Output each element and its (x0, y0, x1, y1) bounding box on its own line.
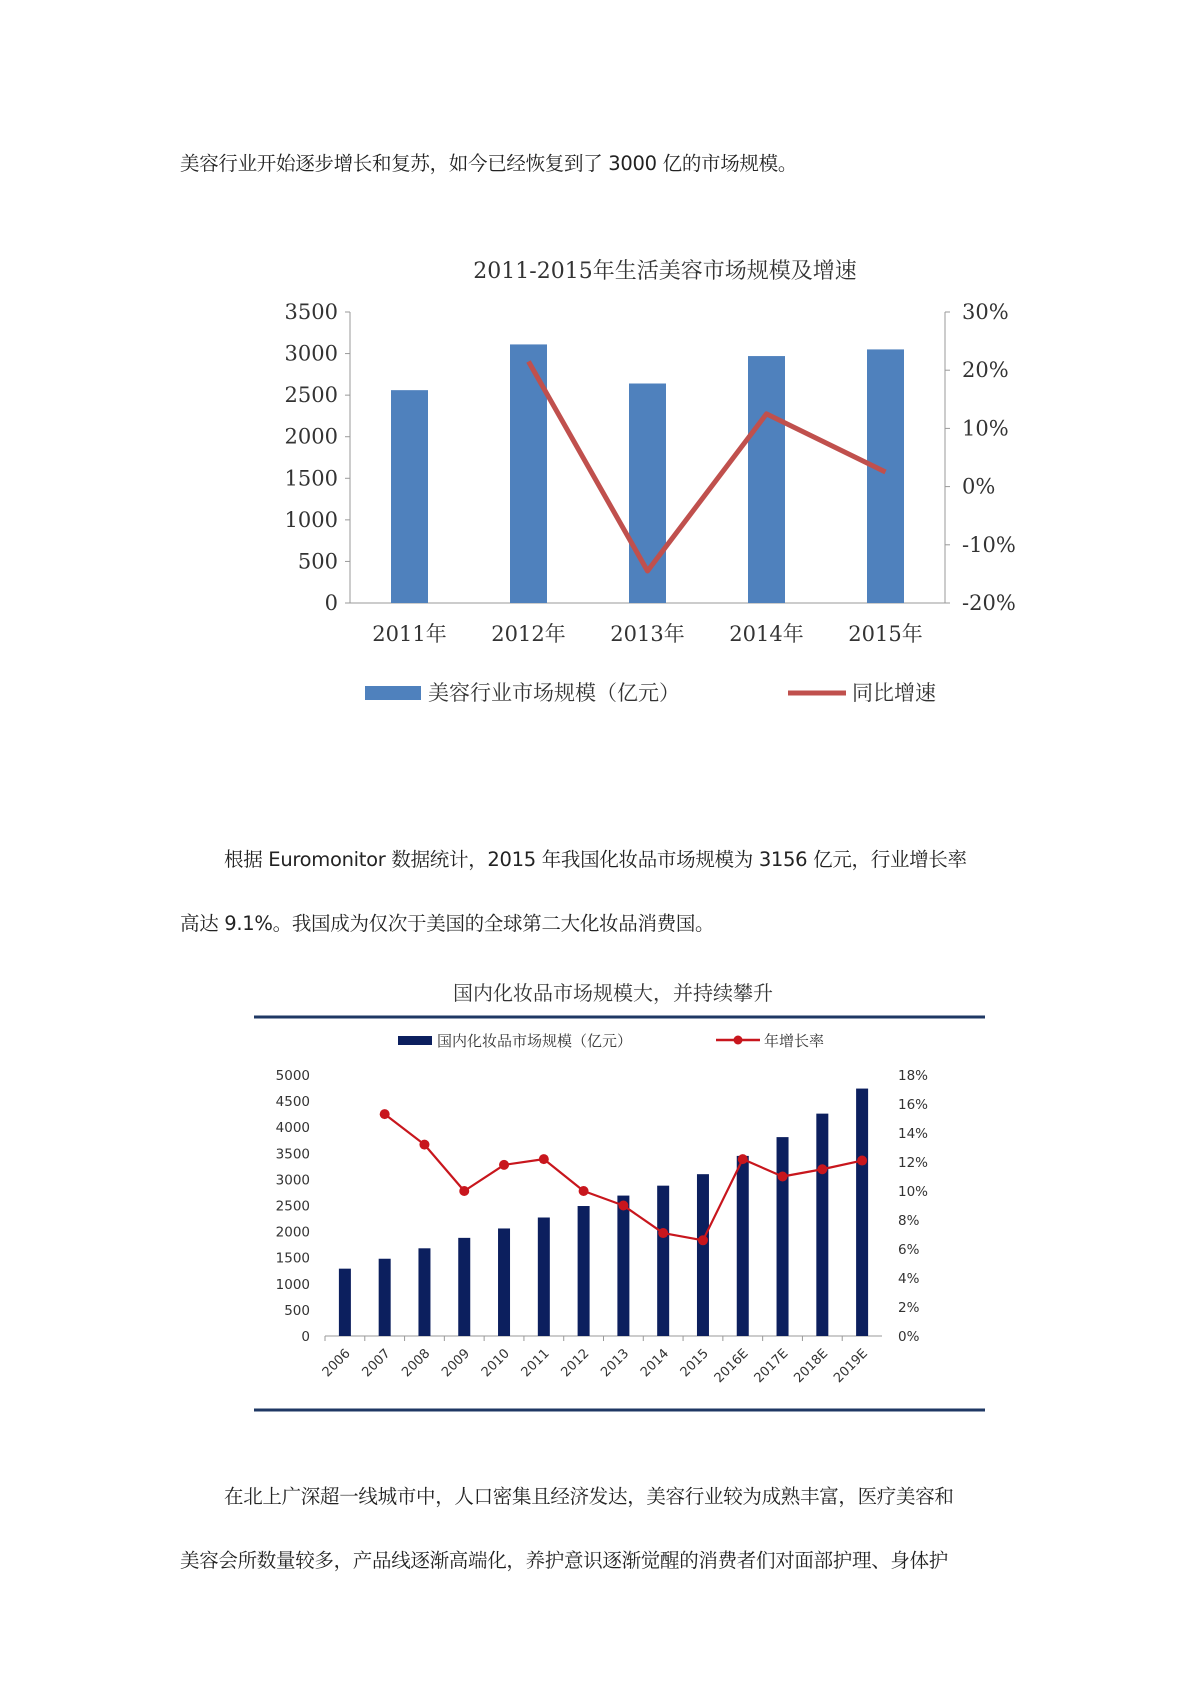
chart2-x-tick-label: 2014 (637, 1346, 673, 1381)
chart2-right-tick-label: 4% (898, 1271, 920, 1287)
chart1-right-tick-label: 30% (962, 300, 1009, 324)
chart2-x-tick-label: 2013 (598, 1346, 633, 1381)
chart2-left-tick-label: 1000 (275, 1276, 310, 1293)
chart2-growth-point (618, 1201, 628, 1211)
chart2-growth-point (419, 1140, 429, 1150)
chart2-bar (816, 1114, 828, 1336)
chart2-bar (498, 1228, 510, 1336)
chart1-x-tick-label: 2014年 (729, 622, 804, 646)
chart2-bar (578, 1206, 590, 1336)
chart2-left-tick-label: 4500 (275, 1094, 310, 1111)
chart2-bar (458, 1238, 470, 1336)
chart1-left-tick-label: 2500 (284, 383, 338, 408)
chart2-x-tick-label: 2016E (711, 1346, 752, 1387)
chart2-left-tick-label: 500 (284, 1302, 310, 1319)
paragraph-5: 美容会所数量较多，产品线逐渐高端化，养护意识逐渐觉醒的消费者们对面部护理、身体护 (180, 1549, 949, 1572)
chart2-legend-bar-swatch (398, 1036, 432, 1045)
chart2-x-tick-label: 2017E (751, 1346, 792, 1387)
chart1-left-tick-label: 3500 (284, 300, 338, 324)
chart1-legend-bar-swatch (365, 686, 421, 700)
chart1-bar (391, 390, 428, 603)
chart2-x-tick-label: 2010 (478, 1346, 513, 1381)
chart2-right-tick-label: 2% (898, 1300, 920, 1316)
chart2-bar (657, 1186, 669, 1336)
chart2-growth-point (579, 1186, 589, 1196)
chart2-legend-line-marker (734, 1036, 743, 1045)
chart1-left-tick-label: 2000 (284, 424, 338, 449)
paragraph-4: 在北上广深超一线城市中，人口密集且经济发达，美容行业较为成熟丰富，医疗美容和 (224, 1485, 954, 1508)
chart2-growth-point (499, 1160, 509, 1170)
chart2-growth-point (459, 1186, 469, 1196)
chart1-bar (867, 349, 904, 603)
chart1-left-tick-label: 0 (324, 591, 338, 615)
chart1-right-tick-label: 20% (962, 358, 1009, 383)
chart2-bar (777, 1137, 789, 1336)
chart1-x-tick-label: 2011年 (372, 622, 447, 646)
chart2-left-tick-label: 5000 (275, 1068, 310, 1084)
chart2-left-tick-label: 3000 (275, 1172, 310, 1189)
chart2-right-tick-label: 12% (898, 1155, 929, 1171)
chart2-right-tick-label: 10% (898, 1184, 929, 1200)
chart2-growth-point (658, 1228, 668, 1238)
paragraph-1: 美容行业开始逐步增长和复苏，如今已经恢复到了 3000 亿的市场规模。 (180, 152, 798, 175)
chart1-right-tick-label: -20% (962, 591, 1016, 615)
chart1-legend-line-label: 同比增速 (852, 681, 936, 705)
chart2-growth-point (539, 1154, 549, 1164)
chart1-left-tick-label: 1500 (284, 466, 338, 491)
chart2-growth-point (698, 1235, 708, 1245)
chart1-right-tick-label: 0% (962, 474, 996, 499)
chart2-left-tick-label: 1500 (275, 1250, 310, 1267)
chart2-x-tick-label: 2006 (319, 1346, 354, 1381)
chart1-x-tick-label: 2013年 (610, 622, 685, 646)
chart1-x-tick-label: 2012年 (491, 622, 566, 646)
chart2-growth-point (380, 1109, 390, 1119)
chart1-legend-bar-label: 美容行业市场规模（亿元） (428, 681, 680, 705)
chart2-x-tick-label: 2018E (791, 1346, 832, 1387)
chart1-left-tick-label: 500 (297, 549, 338, 574)
chart2-x-tick-label: 2009 (439, 1346, 474, 1381)
chart2-right-tick-label: 16% (898, 1097, 929, 1113)
chart2-legend-bar-label: 国内化妆品市场规模（亿元） (437, 1032, 633, 1050)
chart2-bar (538, 1218, 550, 1336)
chart2-x-tick-label: 2008 (399, 1346, 434, 1381)
chart2-right-tick-label: 18% (898, 1068, 929, 1084)
chart1-bar (748, 356, 785, 603)
chart1-left-tick-label: 3000 (284, 341, 338, 366)
chart2-right-tick-label: 6% (898, 1242, 920, 1258)
paragraph-2: 根据 Euromonitor 数据统计，2015 年我国化妆品市场规模为 3156 亿元，行业增长率 (224, 848, 967, 871)
chart1-x-tick-label: 2015年 (848, 622, 923, 646)
chart2-x-tick-label: 2007 (359, 1346, 394, 1381)
chart2-bar (379, 1259, 391, 1336)
chart2-x-tick-label: 2015 (677, 1346, 712, 1381)
chart-beauty-market (0, 240, 1200, 710)
chart2-bar (856, 1089, 868, 1336)
chart2-growth-point (738, 1154, 748, 1164)
chart-cosmetics-market (0, 975, 1200, 1415)
chart1-right-tick-label: -10% (962, 532, 1016, 557)
chart2-left-tick-label: 3500 (275, 1146, 310, 1163)
chart2-x-tick-label: 2019E (831, 1346, 871, 1387)
chart1-left-tick-label: 1000 (284, 507, 338, 532)
chart2-bar (697, 1174, 709, 1336)
chart2-growth-point (857, 1156, 867, 1166)
chart2-left-tick-label: 2500 (275, 1198, 310, 1215)
chart2-bar (737, 1156, 749, 1336)
chart2-bar (418, 1248, 430, 1336)
chart2-x-tick-label: 2011 (518, 1346, 553, 1381)
paragraph-3: 高达 9.1%。我国成为仅次于美国的全球第二大化妆品消费国。 (180, 912, 715, 935)
chart2-left-tick-label: 4000 (275, 1120, 310, 1137)
chart2-left-tick-label: 2000 (275, 1224, 310, 1241)
chart2-bar (339, 1269, 351, 1336)
chart1-right-tick-label: 10% (962, 416, 1009, 441)
chart2-right-tick-label: 14% (898, 1126, 929, 1142)
chart2-left-tick-label: 0 (301, 1329, 310, 1345)
chart2-right-tick-label: 8% (898, 1213, 920, 1229)
chart1-title: 2011-2015年生活美容市场规模及增速 (473, 259, 857, 284)
chart2-x-tick-label: 2012 (558, 1346, 593, 1381)
chart1-growth-line (529, 361, 886, 571)
chart2-right-tick-label: 0% (898, 1329, 920, 1345)
chart2-growth-point (817, 1164, 827, 1174)
chart2-bar (617, 1196, 629, 1336)
chart2-legend-line-label: 年增长率 (764, 1032, 825, 1050)
chart2-growth-point (778, 1172, 788, 1182)
chart2-title: 国内化妆品市场规模大，并持续攀升 (453, 981, 773, 1005)
